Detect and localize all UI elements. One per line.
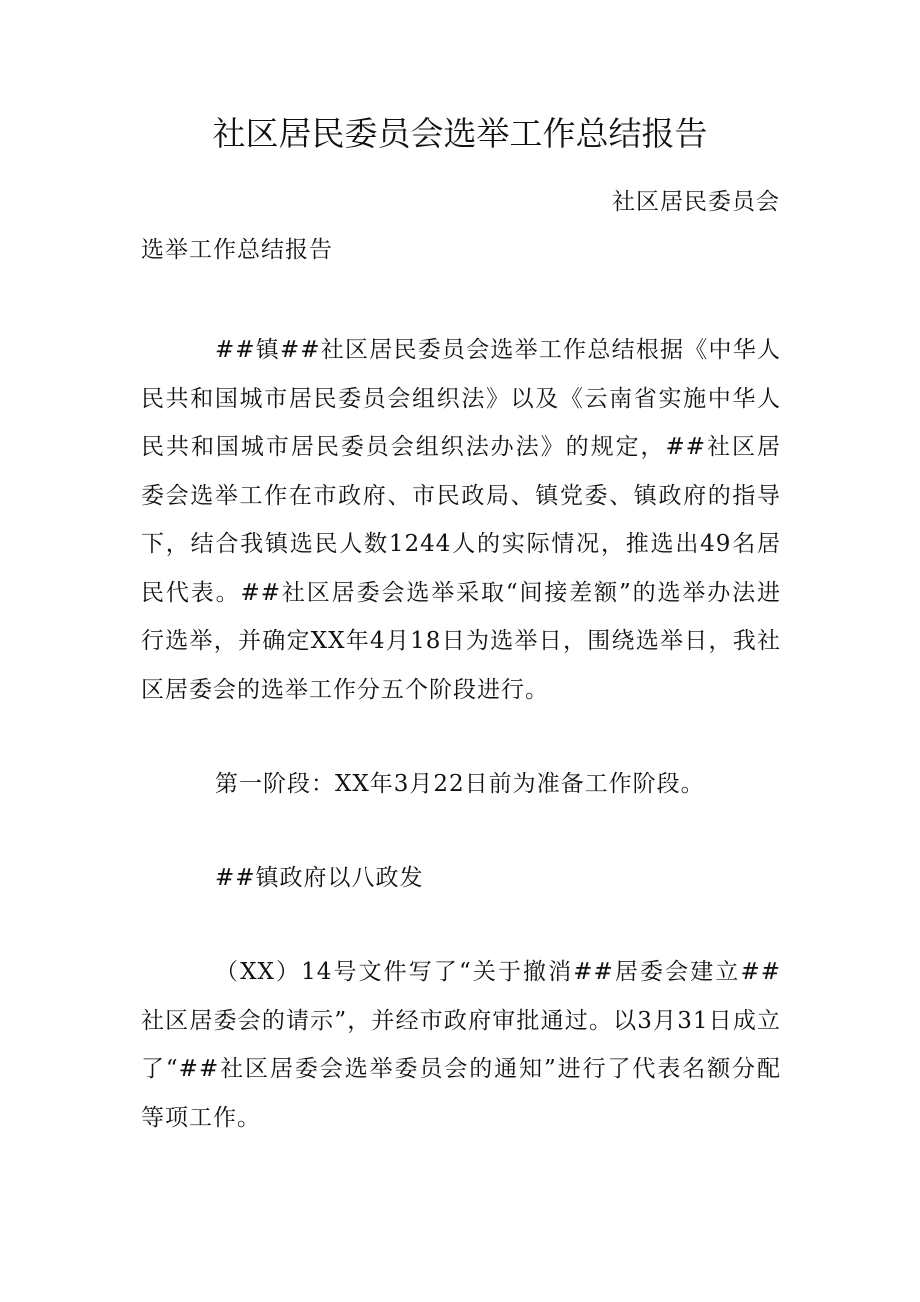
org-name-line: 社区居民委员会: [612, 189, 780, 215]
subtitle-line: 选举工作总结报告: [141, 237, 333, 263]
paragraph-stage-one: 第一阶段：XX年3月22日前为准备工作阶段。: [215, 771, 705, 797]
document-title: 社区居民委员会选举工作总结报告: [212, 114, 708, 153]
paragraph-document-14: （XX）14号文件写了“关于撤消##居委会建立##社区居委会的请示”，并经市政府审批通过。以3月31日成立了“##社区居委会选举委员会的通知”进行了代表名额分配等项工作。: [141, 959, 781, 1131]
paragraph-intro: ##镇##社区居民委员会选举工作总结根据《中华人民共和国城市居民委员会组织法》以及《云南省实施中华人民共和国城市居民委员会组织法办法》的规定，##社区居委会选举工作在市政府、市民政局、镇党委、镇政府的指导下，结合我镇选民人数1244人的实际情况，推选出49名居民代表。##社区居委会选举采取“间接差额”的选举办法进行选举，并确定XX年4月18日为选举日，围绕选举日，我社区居委会的选举工作分五个阶段进行。: [141, 337, 781, 703]
paragraph-town-government: ##镇政府以八政发: [215, 865, 424, 891]
